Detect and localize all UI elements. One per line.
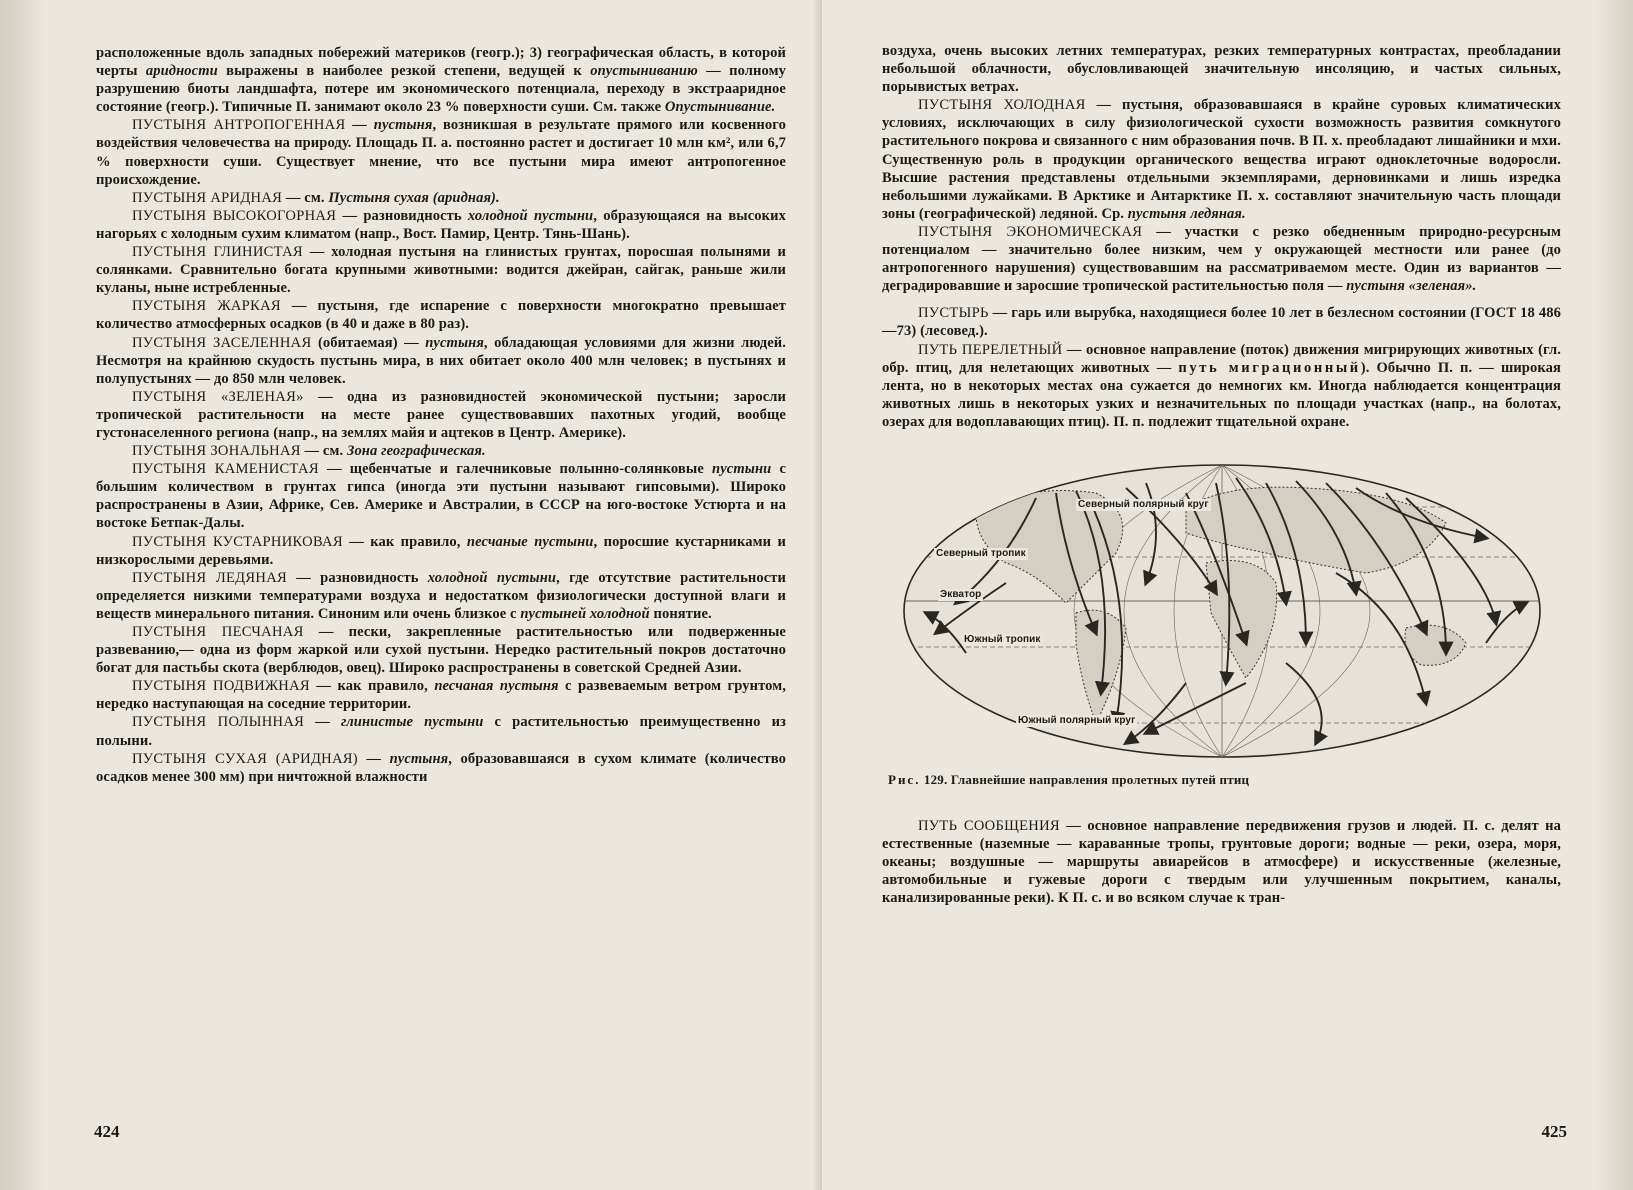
dictionary-entry: ПУСТЫНЯ КАМЕНИСТАЯ — щебенчатые и галечниковые полынно-солянковые пустыни с большим количеством в грунтах гипса (иногда эти пустыни называют гипсовыми). Широко распространены в Азии, Африке, Сев. Америке и Австралии, в СССР на юго-востоке Устюрта и на востоке Бетпак-Далы. (96, 461, 786, 532)
page-number-left: 424 (94, 1122, 120, 1141)
dictionary-entry: ПУСТЫНЯ ЗОНАЛЬНАЯ — см. Зона географическая. (132, 443, 486, 460)
entry-put-pereletny: ПУТЬ ПЕРЕЛЕТНЫЙ — основное направление (поток) движения мигрирующих животных (гл. обр. птиц, для нелетающих животных — путь миграционный). Обычно П. п. — широкая лента, но в некоторых местах она сужается до немногих км. Иногда наблюдается концентрация животных лишь в некоторых узких и незначительных по площади участках (напр., на болотах, озерах для водоплавающих птиц). П. п. подлежит тщательной охране. (882, 341, 1561, 430)
headword: ПУСТЫНЯ ЗАСЕЛЕННАЯ (132, 334, 312, 351)
headword: ПУСТЫНЯ ЖАРКАЯ (132, 298, 281, 315)
headword: ПУСТЫНЯ ВЫСОКОГОРНАЯ (132, 207, 337, 224)
label-north-tropic: Северный тропик (936, 547, 1026, 559)
label-south-tropic: Южный тропик (964, 633, 1041, 645)
dictionary-entry: ПУСТЫНЯ ЗАСЕЛЕННАЯ (обитаемая) — пустыня, обладающая условиями для жизни людей. Несмотря на крайнюю скудость пустынь мира, в них обитает около 400 млн человек; в пустынях и полупустынях — до 850 млн человек. (96, 334, 786, 387)
headword: ПУТЬ СООБЩЕНИЯ (918, 818, 1060, 835)
right-page (822, 0, 1633, 1190)
headword: ПУСТЫНЯ ХОЛОДНАЯ (918, 97, 1086, 114)
left-page-text (96, 44, 786, 786)
dictionary-entry: ПУСТЫНЯ «ЗЕЛЕНАЯ» — одна из разновидностей экономической пустыни; заросли тропической растительности на месте ранее существовавших пахотных угодий, вообще густонаселенного региона (напр., на землях майя и ацтеков в Центр. Америке). (96, 388, 786, 441)
dictionary-entry: ПУСТЫНЯ ГЛИНИСТАЯ — холодная пустыня на глинистых грунтах, поросшая полынями и солянками. Сравнительно богата крупными животными: водится джейран, сайгак, раньше жили куланы, ныне истребленные. (96, 244, 786, 297)
headword: ПУСТЫРЬ (918, 305, 989, 322)
headword: ПУСТЫНЯ КАМЕНИСТАЯ (132, 461, 319, 478)
entry-pustynya-holodnaya: ПУСТЫНЯ ХОЛОДНАЯ — пустыня, образовавшаяся в крайне суровых климатических условиях, исключающих в силу физиологической сухости возможность развития сомкнутого растительного покрова и связанного с ним образования почв. В П. х. преобладают лишайники и мхи. Существенную роль в продукции органического вещества играют одноклеточные водоросли. Высшие растения представлены отдельными экземплярами, дерновинками и лишь изредка небольшими лужайками. В Арктике и Антарктике П. х. составляют значительную часть площади зоны (географической) ледяной. Ср. пустыня ледяная. (882, 97, 1561, 222)
headword: ПУСТЫНЯ ЗОНАЛЬНАЯ (132, 443, 301, 460)
entry-continuation: расположенные вдоль западных побережий материков (геогр.); 3) географическая область, в которой черты аридности выражены в наиболее резкой степени, ведущей к опустыниванию — полному разрушению биоты ландшафта, потере им экономического потенциала, переходу в экстрааридное состояние (геогр.). Типичные П. занимают около 23 % поверхности суши. См. также Опустынивание. (96, 45, 786, 116)
dictionary-entry: ПУСТЫНЯ ЖАРКАЯ — пустыня, где испарение с поверхности многократно превышает количество атмосферных осадков (в 40 и даже в 80 раз). (96, 298, 786, 333)
left-entries (96, 116, 786, 785)
label-equator: Экватор (940, 588, 982, 600)
headword: ПУСТЫНЯ КУСТАРНИКОВАЯ (132, 533, 343, 550)
figure-caption: Рис. 129. Главнейшие направления пролетных путей птиц (888, 771, 1250, 787)
dictionary-entry: ПУСТЫНЯ ПЕСЧАНАЯ — пески, закрепленные растительностью или подверженные развеванию,— одна из форм жаркой или сухой пустыни. Нередко растительный покров достаточно богат для пастьбы скота (верблюдов, овец). Широко распространены в советской Средней Азии. (96, 624, 786, 677)
entry-continuation: воздуха, очень высоких летних температурах, резких температурных контрастах, преобладании небольшой облачности, обусловливающей значительную инсоляцию, и частых сильных, порывистых ветрах. (882, 43, 1561, 96)
label-south-polar-circle: Южный полярный круг (1018, 714, 1136, 726)
headword: ПУСТЫНЯ ГЛИНИСТАЯ (132, 244, 303, 261)
label-north-polar-circle: Северный полярный круг (1078, 498, 1209, 510)
headword: ПУТЬ ПЕРЕЛЕТНЫЙ (918, 341, 1063, 358)
entry-put-soobshcheniya: ПУТЬ СООБЩЕНИЯ — основное направление передвижения грузов и людей. П. с. делят на естественные (наземные — караванные тропы, грунтовые дороги; водные — реки, озера, моря, океаны; воздушные — маршруты авиарейсов в атмосфере) и искусственные (железные, автомобильные и гужевые дороги с твердым или улучшенным покрытием, каналы, канализированные реки). К П. с. и во всяком случае к тран- (882, 818, 1561, 907)
dictionary-entry: ПУСТЫНЯ СУХАЯ (АРИДНАЯ) — пустыня, образовавшаяся в сухом климате (количество осадков менее 300 мм) при ничтожной влажности (96, 750, 787, 785)
dictionary-entry: ПУСТЫНЯ ПОДВИЖНАЯ — как правило, песчаная пустыня с развеваемым ветром грунтом, нередко наступающая на соседние территории. (96, 678, 787, 713)
bird-migration-map (886, 453, 1558, 761)
headword: ПУСТЫНЯ ЛЕДЯНАЯ (132, 569, 288, 586)
headword: ПУСТЫНЯ ПОЛЫННАЯ (132, 714, 305, 731)
headword: ПУСТЫНЯ ЭКОНОМИЧЕСКАЯ (918, 223, 1143, 240)
headword: ПУСТЫНЯ ПОДВИЖНАЯ (132, 678, 310, 695)
dictionary-entry: ПУСТЫНЯ ВЫСОКОГОРНАЯ — разновидность холодной пустыни, образующаяся на высоких нагорьях с холодным сухим климатом (напр., Вост. Памир, Центр. Тянь-Шань). (96, 207, 786, 242)
dictionary-entry: ПУСТЫНЯ КУСТАРНИКОВАЯ — как правило, песчаные пустыни, поросшие кустарниками и низкорослыми деревьями. (96, 533, 786, 568)
headword: ПУСТЫНЯ ПЕСЧАНАЯ (132, 624, 304, 640)
headword: ПУСТЫНЯ АРИДНАЯ (132, 189, 283, 206)
world-map-svg (886, 453, 1558, 761)
headword: ПУСТЫНЯ АНТРОПОГЕННАЯ (132, 117, 346, 134)
dictionary-entry: ПУСТЫНЯ ПОЛЫННАЯ — глинистые пустыни с растительностью преимущественно из полыни. (96, 714, 787, 749)
entry-pustyr: ПУСТЫРЬ — гарь или вырубка, находящиеся более 10 лет в безлесном состоянии (ГОСТ 18 486—73) (лесовед.). (882, 305, 1561, 340)
headword: ПУСТЫНЯ СУХАЯ (АРИДНАЯ) (132, 750, 358, 767)
page-number-right: 425 (1541, 1122, 1567, 1141)
headword: ПУСТЫНЯ «ЗЕЛЕНАЯ» (132, 388, 304, 405)
entry-pustynya-ekonomicheskaya: ПУСТЫНЯ ЭКОНОМИЧЕСКАЯ — участки с резко обедненным природно-ресурсным потенциалом — значительно более низким, чем у окружающей местности или ранее (до антропогенного нарушения) существовавшим на рассматриваемом месте. Один из вариантов — деградировавшие и заросшие тропической растительностью поля — пустыня «зеленая». (882, 223, 1562, 295)
right-page-text (882, 42, 1561, 908)
dictionary-entry: ПУСТЫНЯ АРИДНАЯ — см. Пустыня сухая (аридная). (132, 189, 500, 206)
dictionary-entry: ПУСТЫНЯ АНТРОПОГЕННАЯ — пустыня, возникшая в результате прямого или косвенного воздействия человечества на природу. Площадь П. а. постоянно растет и достигает 10 млн км², или 6,7 % поверхности суши. Существует мнение, что все пустыни мира имеют антропогенное происхождение. (96, 117, 787, 188)
dictionary-entry: ПУСТЫНЯ ЛЕДЯНАЯ — разновидность холодной пустыни, где отсутствие растительности определяется низкими температурами воздуха и недостатком физиологически доступной влаги и веществ минерального питания. Синоним или очень близкое с пустыней холодной понятие. (96, 569, 786, 622)
